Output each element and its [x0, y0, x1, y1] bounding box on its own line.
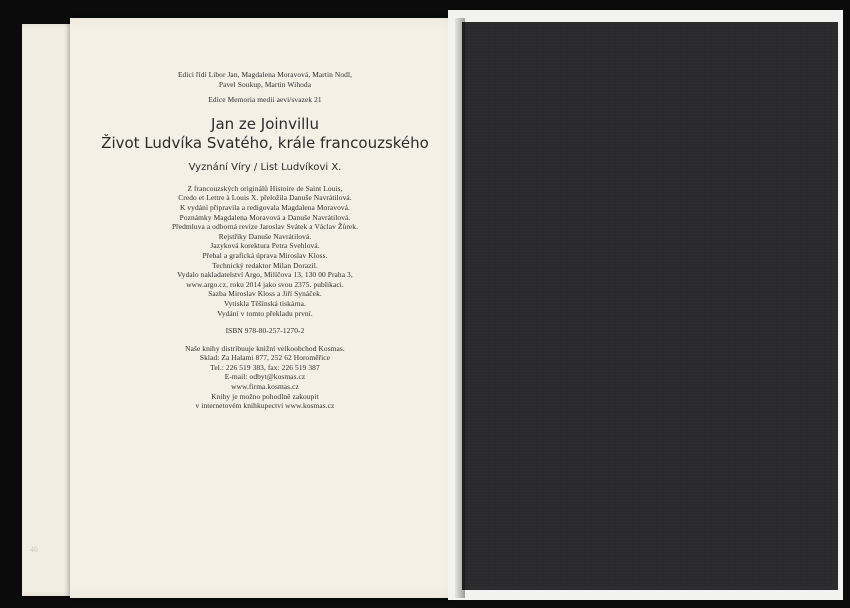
distribution-line: www.firma.kosmas.cz — [231, 382, 299, 392]
colophon-line: Vytiskla Těšínská tiskárna. — [224, 298, 306, 308]
pencil-mark: 46 — [30, 545, 38, 554]
colophon-line: Přebal a grafická úprava Miroslav Kloss. — [202, 250, 328, 260]
distribution-line: Knihy je možno pohodlně zakoupit — [211, 391, 319, 401]
book-gutter — [455, 18, 465, 598]
colophon-line: Credo et Lettre à Louis X. přeložila Danuše Navrátilová. — [178, 193, 352, 203]
book-author: Jan ze Joinvillu — [211, 114, 319, 133]
series-editors — [100, 70, 430, 89]
colophon-line: Technický redaktor Milan Dorazil. — [212, 260, 318, 270]
series-editors-line: Edici řídí Libor Jan, Magdalena Moravová, Martin Nodl, — [177, 70, 353, 79]
colophon — [100, 184, 430, 318]
colophon-line: Poznámky Magdalena Moravová a Danuše Navrátilová. — [179, 212, 351, 222]
colophon-line: Vydání v tomto překladu první. — [217, 308, 313, 318]
colophon-line: Jazyková korektura Petra Svehlová. — [210, 241, 320, 251]
distribution-line: Sklad: Za Halami 877, 252 62 Horoměřice — [199, 353, 331, 363]
colophon-line: www.argo.cz, roku 2014 jako svou 2375. publikaci. — [186, 279, 344, 289]
distribution-info — [100, 344, 430, 411]
distribution-line: E-mail: odbyt@kosmas.cz — [224, 372, 306, 382]
colophon-line: Předmluva a odborná revize Jaroslav Svátek a Václav Žůrek. — [171, 222, 359, 232]
series-editors-line: Pavel Soukup, Martin Wihoda — [218, 79, 312, 89]
distribution-line: Tel.: 226 519 383, fax: 226 519 387 — [210, 362, 320, 372]
series-name: Edice Memoria medii aevi/svazek 21 — [208, 95, 322, 105]
dark-endpaper — [462, 22, 838, 590]
isbn: ISBN 978-80-257-1270-2 — [225, 326, 305, 336]
colophon-line: Z francouzských originálů Histoire de Saint Louis, — [187, 183, 343, 193]
distribution-line: Naše knihy distribuuje knižní velkoobchod Kosmas. — [185, 343, 345, 353]
colophon-line: Vydalo nakladatelství Argo, Milíčova 13, 130 00 Praha 3, — [177, 270, 353, 280]
colophon-line: Sazba Miroslav Kloss a Jiří Synáček. — [208, 289, 322, 299]
distribution-line: v internetovém knihkupectví www.kosmas.cz — [195, 401, 335, 411]
colophon-line: K vydání připravila a redigovala Magdalena Moravová. — [180, 202, 350, 212]
book-subtitle: Vyznání Víry / List Ludvíkovi X. — [188, 161, 342, 173]
colophon-line: Rejstříky Danuše Navrátilová. — [218, 231, 312, 241]
imprint-page-text — [100, 70, 430, 411]
book-title: Život Ludvíka Svatého, krále francouzského — [101, 133, 429, 152]
